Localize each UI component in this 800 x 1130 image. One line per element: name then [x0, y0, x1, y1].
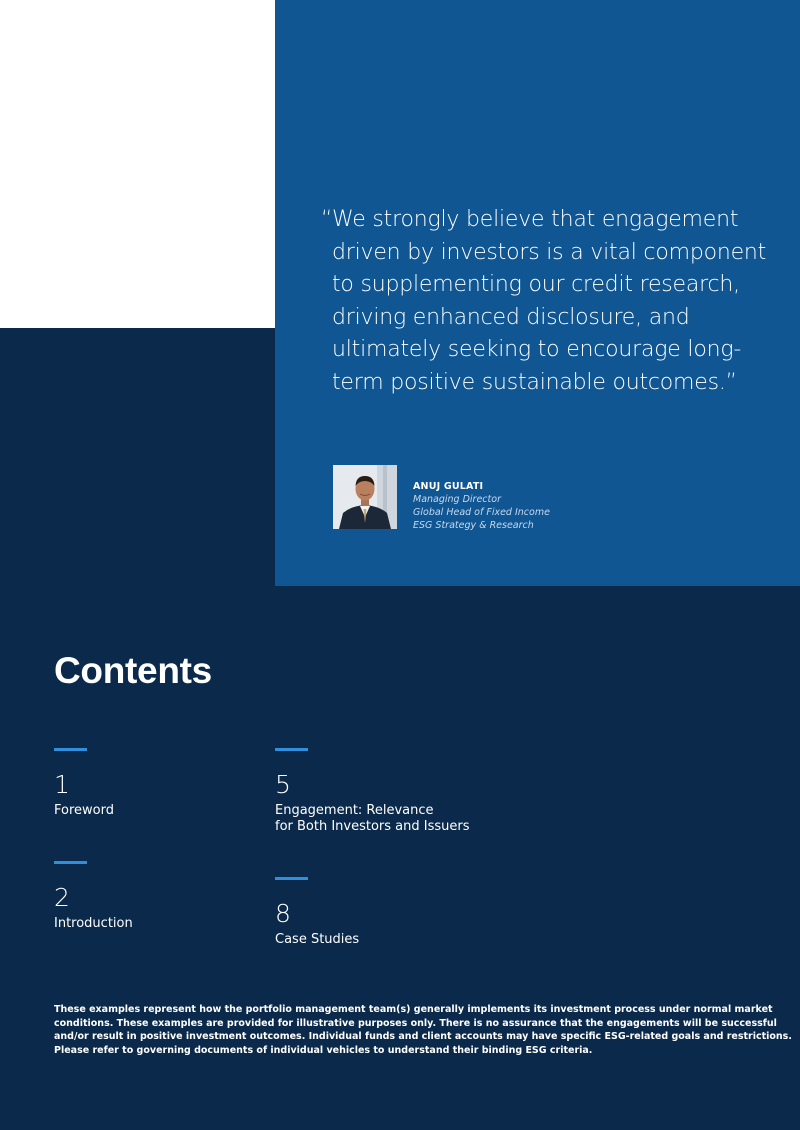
toc-label — [54, 916, 274, 932]
toc-page-number: 2 — [54, 883, 70, 912]
toc-item-introduction[interactable] — [54, 861, 274, 932]
toc-item-foreword[interactable] — [54, 748, 274, 819]
toc-label-line: Foreword — [54, 803, 114, 818]
toc-accent-bar — [54, 748, 87, 751]
toc-label — [54, 803, 274, 819]
toc-label-line: Case Studies — [275, 932, 360, 947]
white-corner-block — [0, 0, 275, 328]
contents-title: Contents — [54, 650, 212, 691]
toc-page-number: 1 — [54, 770, 70, 799]
toc-label — [275, 803, 495, 835]
author-details — [413, 480, 613, 532]
toc-page-number: 8 — [275, 899, 291, 928]
quote-line: to supplementing our credit research, — [332, 272, 740, 297]
quote-line: driven by investors is a vital component — [332, 239, 767, 265]
toc-label-line: Engagement: Relevance — [275, 803, 434, 818]
portrait-image — [333, 465, 397, 529]
toc-label-line: Introduction — [54, 916, 133, 931]
disclaimer-line: and/or result in positive investment outcomes. Individual funds and client accounts may have specific ESG-related goals and restrictions. — [54, 1031, 792, 1042]
author-role: ESG Strategy & Research — [413, 520, 534, 531]
pull-quote — [321, 204, 772, 399]
disclaimer-text — [54, 1003, 792, 1057]
quote-line: We strongly believe that engagement — [332, 207, 739, 232]
toc-accent-bar — [275, 877, 308, 880]
quote-panel — [275, 0, 800, 586]
quote-line: ultimately seeking to encourage long- — [332, 337, 742, 362]
author-role: Managing Director — [413, 494, 501, 505]
disclaimer-line: conditions. These examples are provided for illustrative purposes only. There is no assurance that the engagements will be successful — [54, 1017, 777, 1029]
author-role: Global Head of Fixed Income — [413, 507, 550, 518]
author-portrait — [333, 465, 397, 529]
disclaimer-line: These examples represent how the portfolio management team(s) generally implements its investment process under normal market — [54, 1004, 773, 1015]
disclaimer-line: Please refer to governing documents of individual vehicles to understand their binding ESG criteria. — [54, 1044, 593, 1056]
toc-label-line: for Both Investors and Issuers — [275, 819, 470, 834]
author-name: ANUJ GULATI — [413, 481, 484, 492]
toc-page-number: 5 — [275, 770, 291, 799]
quote-line: term positive sustainable outcomes.” — [332, 369, 737, 395]
toc-accent-bar — [54, 861, 87, 864]
toc-label — [275, 932, 495, 948]
open-quote-mark: “ — [321, 207, 333, 232]
toc-item-case-studies[interactable] — [275, 877, 495, 948]
toc-item-engagement[interactable] — [275, 748, 495, 835]
toc-accent-bar — [275, 748, 308, 751]
quote-line: driving enhanced disclosure, and — [332, 304, 690, 330]
